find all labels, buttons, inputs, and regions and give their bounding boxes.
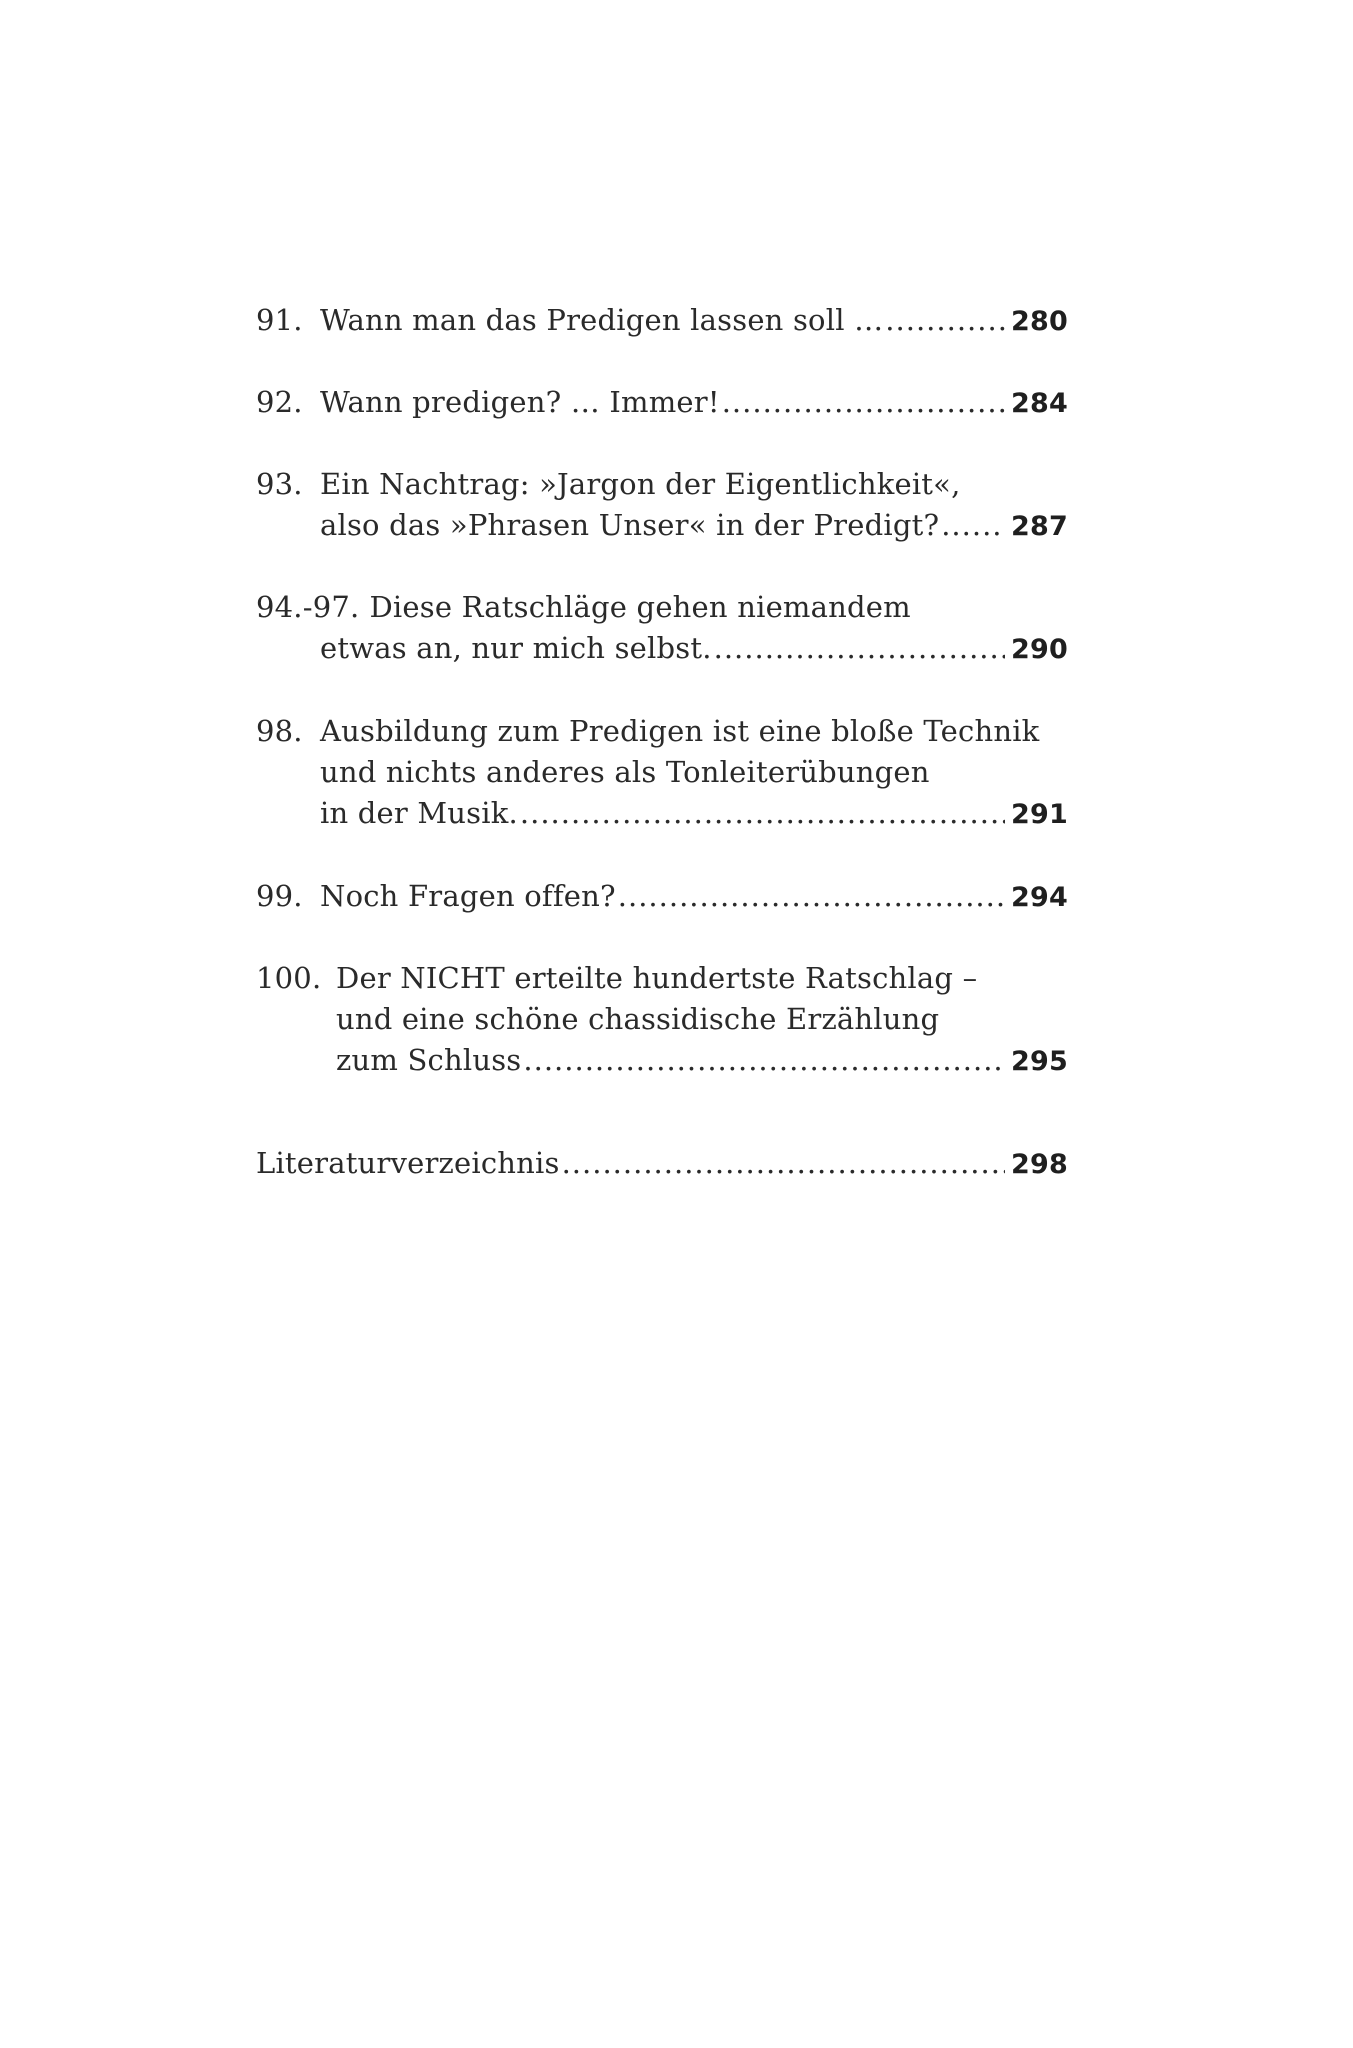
- entry-title: Noch Fragen offen?: [320, 879, 616, 913]
- leader-dots: [523, 1040, 1005, 1081]
- page-number: 295: [1011, 1046, 1068, 1077]
- page-number: 291: [1011, 799, 1068, 830]
- page-number: 280: [1011, 306, 1068, 337]
- toc-entry: [256, 382, 1068, 424]
- toc-entry: [256, 876, 1068, 918]
- toc-line: [256, 711, 1068, 752]
- toc-line: [256, 628, 1068, 670]
- entry-title: Der NICHT erteilte hundertste Ratschlag –: [336, 961, 978, 995]
- entry-number: 92.: [256, 385, 303, 419]
- entry-title: Ein Nachtrag: »Jargon der Eigentlichkeit«,: [320, 467, 961, 501]
- toc-line: [256, 999, 1068, 1040]
- leader-dots: [520, 793, 1005, 834]
- entry-title-continued: also das »Phrasen Unser« in der Predigt?: [320, 508, 940, 542]
- page-number: 284: [1011, 388, 1068, 419]
- leader-dots: [722, 382, 1005, 423]
- bibliography-label: Literaturverzeichnis: [256, 1146, 560, 1180]
- entry-title-continued: und eine schöne chassidische Erzählung: [336, 1002, 940, 1036]
- toc-entry: [256, 300, 1068, 342]
- toc-entry-bibliography: [256, 1143, 1068, 1185]
- page-number: 298: [1011, 1149, 1068, 1180]
- leader-dots: [714, 628, 1005, 669]
- entry-number: 98.: [256, 714, 303, 748]
- entry-title: Diese Ratschläge gehen niemandem: [369, 590, 911, 624]
- entry-title: Ausbildung zum Predigen ist eine bloße Technik: [320, 714, 1040, 748]
- entry-title: Wann man das Predigen lassen soll …: [320, 303, 884, 337]
- page-number: 290: [1011, 634, 1068, 665]
- leader-dots: [941, 505, 1005, 546]
- toc-line: [256, 876, 1068, 918]
- page-number: 294: [1011, 882, 1068, 913]
- leader-dots: [618, 876, 1005, 917]
- toc-line: [256, 505, 1068, 547]
- toc-line: [256, 752, 1068, 793]
- entry-title-continued: in der Musik.: [320, 796, 518, 830]
- toc-line: [256, 1143, 1068, 1185]
- toc-line: [256, 958, 1068, 999]
- entry-title-continued: etwas an, nur mich selbst.: [320, 631, 712, 665]
- toc-line: [256, 587, 1068, 628]
- page-number: 287: [1011, 511, 1068, 542]
- leader-dots: [562, 1143, 1005, 1184]
- entry-number: 99.: [256, 879, 303, 913]
- leader-dots: [885, 300, 1005, 341]
- toc-line: [256, 464, 1068, 505]
- toc-line: [256, 382, 1068, 424]
- toc-entry: [256, 587, 1068, 670]
- entry-number: 100.: [256, 961, 322, 995]
- toc-entry: [256, 464, 1068, 547]
- toc-entry: [256, 958, 1068, 1082]
- entry-title: Wann predigen? … Immer!: [320, 385, 720, 419]
- toc-line: [256, 793, 1068, 835]
- entry-number: 93.: [256, 467, 303, 501]
- toc-line: [256, 300, 1068, 342]
- toc-line: [256, 1040, 1068, 1082]
- toc-entry: [256, 711, 1068, 835]
- entry-number: 94.-97.: [256, 590, 360, 624]
- entry-title-continued: zum Schluss: [336, 1043, 522, 1077]
- entry-title-continued: und nichts anderes als Tonleiterübungen: [320, 755, 930, 789]
- entry-number: 91.: [256, 303, 303, 337]
